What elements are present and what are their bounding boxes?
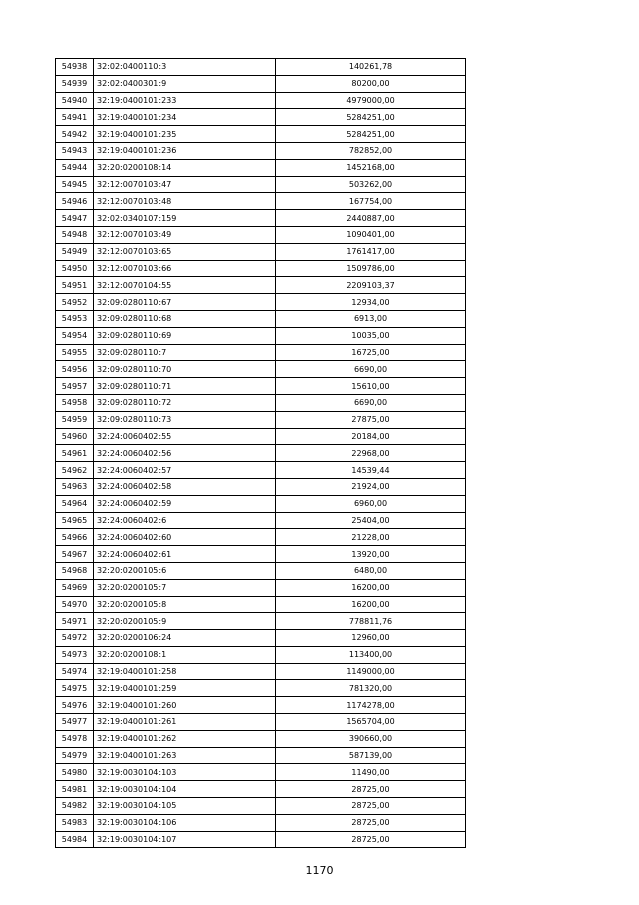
row-number-cell: 54983 (56, 814, 94, 831)
row-number-cell: 54962 (56, 462, 94, 479)
cadastral-number-cell: 32:09:0280110:71 (94, 378, 276, 395)
table-row (56, 193, 466, 210)
table-row (56, 277, 466, 294)
table-row (56, 126, 466, 143)
row-number-cell: 54939 (56, 75, 94, 92)
cadastral-number-cell: 32:09:0280110:70 (94, 361, 276, 378)
row-number-cell: 54968 (56, 562, 94, 579)
cadastral-number-cell: 32:19:0400101:235 (94, 126, 276, 143)
cadastral-value-cell: 6913,00 (276, 310, 466, 327)
cadastral-value-cell: 1452168,00 (276, 159, 466, 176)
row-number-cell: 54949 (56, 243, 94, 260)
table-row (56, 512, 466, 529)
table-row (56, 579, 466, 596)
cadastral-number-cell: 32:02:0340107:159 (94, 210, 276, 227)
row-number-cell: 54941 (56, 109, 94, 126)
cadastral-number-cell: 32:20:0200108:14 (94, 159, 276, 176)
row-number-cell: 54953 (56, 310, 94, 327)
cadastral-number-cell: 32:09:0280110:67 (94, 294, 276, 311)
cadastral-value-cell: 16200,00 (276, 596, 466, 613)
cadastral-value-cell: 167754,00 (276, 193, 466, 210)
table-row (56, 226, 466, 243)
row-number-cell: 54971 (56, 613, 94, 630)
cadastral-number-cell: 32:02:0400110:3 (94, 59, 276, 76)
row-number-cell: 54980 (56, 764, 94, 781)
row-number-cell: 54965 (56, 512, 94, 529)
table-row (56, 781, 466, 798)
row-number-cell: 54972 (56, 630, 94, 647)
cadastral-value-cell: 6960,00 (276, 495, 466, 512)
cadastral-value-cell: 28725,00 (276, 831, 466, 848)
table-row (56, 596, 466, 613)
row-number-cell: 54975 (56, 680, 94, 697)
row-number-cell: 54942 (56, 126, 94, 143)
table-row (56, 714, 466, 731)
cadastral-value-cell: 6480,00 (276, 562, 466, 579)
cadastral-number-cell: 32:12:0070103:65 (94, 243, 276, 260)
cadastral-number-cell: 32:24:0060402:56 (94, 445, 276, 462)
table-row (56, 142, 466, 159)
cadastral-number-cell: 32:19:0030104:107 (94, 831, 276, 848)
cadastral-value-cell: 6690,00 (276, 361, 466, 378)
table-row (56, 747, 466, 764)
table-row (56, 92, 466, 109)
row-number-cell: 54940 (56, 92, 94, 109)
cadastral-number-cell: 32:09:0280110:72 (94, 394, 276, 411)
table-row (56, 210, 466, 227)
cadastral-value-cell: 113400,00 (276, 646, 466, 663)
row-number-cell: 54945 (56, 176, 94, 193)
cadastral-value-cell: 22968,00 (276, 445, 466, 462)
cadastral-value-table (55, 58, 466, 848)
cadastral-value-cell: 16200,00 (276, 579, 466, 596)
cadastral-number-cell: 32:20:0200108:1 (94, 646, 276, 663)
cadastral-value-cell: 21924,00 (276, 478, 466, 495)
cadastral-value-cell: 778811,76 (276, 613, 466, 630)
cadastral-value-cell: 21228,00 (276, 529, 466, 546)
table-row (56, 394, 466, 411)
cadastral-value-cell: 28725,00 (276, 781, 466, 798)
cadastral-value-cell: 25404,00 (276, 512, 466, 529)
cadastral-value-cell: 6690,00 (276, 394, 466, 411)
cadastral-number-cell: 32:24:0060402:61 (94, 546, 276, 563)
cadastral-value-cell: 13920,00 (276, 546, 466, 563)
table-row (56, 294, 466, 311)
cadastral-number-cell: 32:20:0200105:7 (94, 579, 276, 596)
table-row (56, 109, 466, 126)
table-row (56, 159, 466, 176)
cadastral-number-cell: 32:20:0200106:24 (94, 630, 276, 647)
cadastral-number-cell: 32:12:0070103:66 (94, 260, 276, 277)
row-number-cell: 54950 (56, 260, 94, 277)
row-number-cell: 54964 (56, 495, 94, 512)
row-number-cell: 54969 (56, 579, 94, 596)
cadastral-number-cell: 32:12:0070103:49 (94, 226, 276, 243)
cadastral-value-cell: 781320,00 (276, 680, 466, 697)
table-row (56, 327, 466, 344)
table-row (56, 495, 466, 512)
row-number-cell: 54984 (56, 831, 94, 848)
cadastral-value-cell: 14539,44 (276, 462, 466, 479)
cadastral-value-cell: 10035,00 (276, 327, 466, 344)
cadastral-number-cell: 32:19:0030104:103 (94, 764, 276, 781)
cadastral-value-cell: 11490,00 (276, 764, 466, 781)
table-row (56, 630, 466, 647)
cadastral-value-cell: 390660,00 (276, 730, 466, 747)
table-row (56, 478, 466, 495)
table-row (56, 562, 466, 579)
cadastral-number-cell: 32:19:0400101:259 (94, 680, 276, 697)
table-row (56, 378, 466, 395)
table-row (56, 814, 466, 831)
cadastral-number-cell: 32:19:0400101:233 (94, 92, 276, 109)
cadastral-number-cell: 32:24:0060402:60 (94, 529, 276, 546)
table-row (56, 680, 466, 697)
row-number-cell: 54982 (56, 798, 94, 815)
cadastral-value-cell: 28725,00 (276, 798, 466, 815)
row-number-cell: 54967 (56, 546, 94, 563)
cadastral-number-cell: 32:24:0060402:57 (94, 462, 276, 479)
table-row (56, 361, 466, 378)
table-row (56, 59, 466, 76)
table-row (56, 697, 466, 714)
cadastral-value-cell: 782852,00 (276, 142, 466, 159)
cadastral-value-cell: 1565704,00 (276, 714, 466, 731)
cadastral-number-cell: 32:19:0400101:262 (94, 730, 276, 747)
row-number-cell: 54951 (56, 277, 94, 294)
cadastral-number-cell: 32:19:0400101:258 (94, 663, 276, 680)
cadastral-value-cell: 1761417,00 (276, 243, 466, 260)
row-number-cell: 54957 (56, 378, 94, 395)
table-row (56, 663, 466, 680)
row-number-cell: 54960 (56, 428, 94, 445)
table-row (56, 613, 466, 630)
cadastral-number-cell: 32:09:0280110:69 (94, 327, 276, 344)
row-number-cell: 54948 (56, 226, 94, 243)
cadastral-value-cell: 2209103,37 (276, 277, 466, 294)
cadastral-number-cell: 32:19:0400101:234 (94, 109, 276, 126)
cadastral-number-cell: 32:09:0280110:73 (94, 411, 276, 428)
row-number-cell: 54978 (56, 730, 94, 747)
table-row (56, 428, 466, 445)
row-number-cell: 54955 (56, 344, 94, 361)
page-number: 1170 (305, 864, 334, 877)
cadastral-number-cell: 32:24:0060402:6 (94, 512, 276, 529)
table-row (56, 243, 466, 260)
cadastral-number-cell: 32:19:0030104:106 (94, 814, 276, 831)
cadastral-number-cell: 32:09:0280110:68 (94, 310, 276, 327)
table-row (56, 831, 466, 848)
row-number-cell: 54956 (56, 361, 94, 378)
cadastral-value-cell: 27875,00 (276, 411, 466, 428)
cadastral-value-cell: 16725,00 (276, 344, 466, 361)
row-number-cell: 54944 (56, 159, 94, 176)
row-number-cell: 54954 (56, 327, 94, 344)
cadastral-value-cell: 587139,00 (276, 747, 466, 764)
table-row (56, 529, 466, 546)
cadastral-value-cell: 140261,78 (276, 59, 466, 76)
cadastral-number-cell: 32:19:0400101:263 (94, 747, 276, 764)
cadastral-number-cell: 32:19:0400101:260 (94, 697, 276, 714)
cadastral-value-cell: 1509786,00 (276, 260, 466, 277)
row-number-cell: 54976 (56, 697, 94, 714)
cadastral-number-cell: 32:12:0070104:55 (94, 277, 276, 294)
cadastral-number-cell: 32:19:0400101:236 (94, 142, 276, 159)
cadastral-number-cell: 32:20:0200105:6 (94, 562, 276, 579)
cadastral-value-cell: 15610,00 (276, 378, 466, 395)
cadastral-value-cell: 1149000,00 (276, 663, 466, 680)
row-number-cell: 54977 (56, 714, 94, 731)
row-number-cell: 54947 (56, 210, 94, 227)
cadastral-value-cell: 5284251,00 (276, 126, 466, 143)
table-row (56, 310, 466, 327)
cadastral-number-cell: 32:20:0200105:9 (94, 613, 276, 630)
cadastral-value-cell: 12960,00 (276, 630, 466, 647)
row-number-cell: 54946 (56, 193, 94, 210)
cadastral-value-cell: 1174278,00 (276, 697, 466, 714)
cadastral-number-cell: 32:19:0030104:104 (94, 781, 276, 798)
table-row (56, 445, 466, 462)
cadastral-number-cell: 32:12:0070103:47 (94, 176, 276, 193)
table-row (56, 176, 466, 193)
table-body (56, 59, 466, 848)
table-row (56, 411, 466, 428)
table-row (56, 75, 466, 92)
row-number-cell: 54959 (56, 411, 94, 428)
cadastral-number-cell: 32:19:0030104:105 (94, 798, 276, 815)
row-number-cell: 54979 (56, 747, 94, 764)
row-number-cell: 54943 (56, 142, 94, 159)
row-number-cell: 54963 (56, 478, 94, 495)
cadastral-number-cell: 32:19:0400101:261 (94, 714, 276, 731)
cadastral-number-cell: 32:02:0400301:9 (94, 75, 276, 92)
table-row (56, 764, 466, 781)
row-number-cell: 54970 (56, 596, 94, 613)
cadastral-value-cell: 2440887,00 (276, 210, 466, 227)
table-row (56, 344, 466, 361)
row-number-cell: 54938 (56, 59, 94, 76)
cadastral-number-cell: 32:20:0200105:8 (94, 596, 276, 613)
table-row (56, 462, 466, 479)
cadastral-value-cell: 20184,00 (276, 428, 466, 445)
cadastral-value-cell: 4979000,00 (276, 92, 466, 109)
cadastral-number-cell: 32:24:0060402:59 (94, 495, 276, 512)
cadastral-value-cell: 5284251,00 (276, 109, 466, 126)
row-number-cell: 54973 (56, 646, 94, 663)
row-number-cell: 54952 (56, 294, 94, 311)
table-row (56, 730, 466, 747)
table-row (56, 546, 466, 563)
cadastral-value-cell: 1090401,00 (276, 226, 466, 243)
cadastral-number-cell: 32:24:0060402:55 (94, 428, 276, 445)
cadastral-value-cell: 12934,00 (276, 294, 466, 311)
cadastral-value-cell: 80200,00 (276, 75, 466, 92)
table-row (56, 798, 466, 815)
row-number-cell: 54966 (56, 529, 94, 546)
cadastral-number-cell: 32:12:0070103:48 (94, 193, 276, 210)
row-number-cell: 54958 (56, 394, 94, 411)
row-number-cell: 54981 (56, 781, 94, 798)
row-number-cell: 54961 (56, 445, 94, 462)
cadastral-number-cell: 32:24:0060402:58 (94, 478, 276, 495)
cadastral-number-cell: 32:09:0280110:7 (94, 344, 276, 361)
table-row (56, 646, 466, 663)
cadastral-value-cell: 28725,00 (276, 814, 466, 831)
row-number-cell: 54974 (56, 663, 94, 680)
cadastral-value-cell: 503262,00 (276, 176, 466, 193)
table-row (56, 260, 466, 277)
